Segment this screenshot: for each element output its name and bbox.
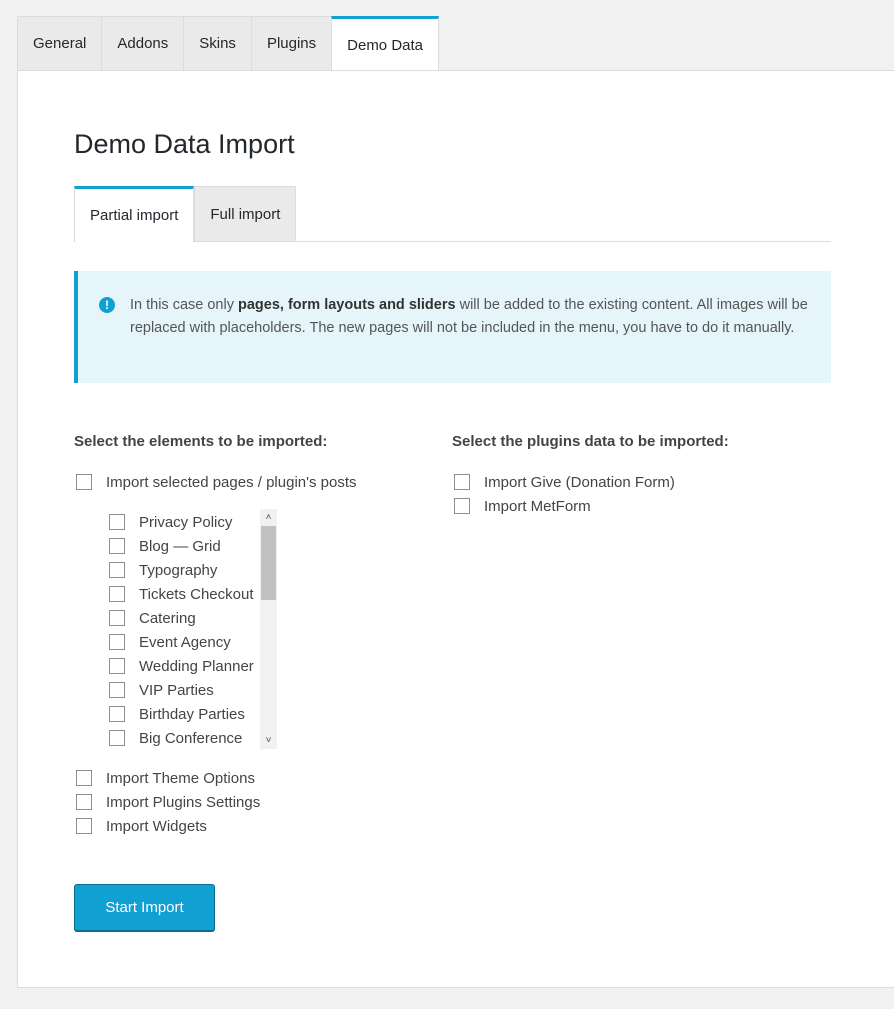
- top-tabs: [17, 16, 439, 71]
- start-import-button[interactable]: Start Import: [74, 884, 215, 931]
- import-type-tabs: [74, 186, 831, 242]
- tab-general[interactable]: General: [17, 16, 101, 71]
- info-notice: [74, 271, 831, 383]
- page-label: Tickets Checkout: [139, 585, 254, 603]
- metform-option[interactable]: [454, 496, 591, 516]
- theme-options-label: Import Theme Options: [106, 769, 255, 787]
- page-title: Demo Data Import: [74, 129, 295, 159]
- page-label: Event Agency: [139, 633, 231, 651]
- widgets-checkbox[interactable]: [76, 818, 92, 834]
- page-item[interactable]: [109, 536, 221, 556]
- page-item[interactable]: [109, 728, 242, 748]
- tab-skins[interactable]: Skins: [183, 16, 251, 71]
- page-item[interactable]: [109, 632, 231, 652]
- page-label: Big Conference: [139, 729, 243, 747]
- page-item[interactable]: [109, 704, 245, 724]
- page-checkbox[interactable]: [109, 682, 125, 698]
- plugins-settings-checkbox[interactable]: [76, 794, 92, 810]
- page-item[interactable]: [109, 584, 254, 604]
- import-pages-checkbox[interactable]: [76, 474, 92, 490]
- tab-partial-import[interactable]: Partial import: [74, 186, 194, 242]
- page-checkbox[interactable]: [109, 634, 125, 650]
- scroll-thumb[interactable]: [261, 526, 276, 600]
- plugins-settings-label: Import Plugins Settings: [106, 793, 261, 811]
- import-pages-option[interactable]: [76, 472, 357, 492]
- elements-section-title: Select the elements to be imported:: [74, 433, 328, 450]
- metform-label: Import MetForm: [484, 497, 591, 515]
- page-label: Typography: [139, 561, 218, 579]
- page-checkbox[interactable]: [109, 610, 125, 626]
- theme-options-checkbox[interactable]: [76, 770, 92, 786]
- info-icon: !: [99, 297, 115, 313]
- plugins-section-title: Select the plugins data to be imported:: [452, 433, 729, 450]
- import-pages-label: Import selected pages / plugin's posts: [106, 473, 357, 491]
- give-label: Import Give (Donation Form): [484, 473, 675, 491]
- page-item[interactable]: [109, 512, 232, 532]
- give-checkbox[interactable]: [454, 474, 470, 490]
- notice-text-suffix: will be added to the existing content. All images will be replaced with placeholders. The new pages will not be included in the menu, you have to do it manually.: [130, 297, 808, 336]
- tab-demo-data[interactable]: Demo Data: [331, 16, 439, 72]
- widgets-option[interactable]: [76, 816, 207, 836]
- page-checkbox[interactable]: [109, 706, 125, 722]
- pages-scrollbar[interactable]: [260, 509, 277, 749]
- page-checkbox[interactable]: [109, 586, 125, 602]
- page-checkbox[interactable]: [109, 730, 125, 746]
- page-label: Privacy Policy: [139, 513, 233, 531]
- page-item[interactable]: [109, 680, 214, 700]
- notice-text-prefix: In this case only: [130, 297, 238, 313]
- page-item[interactable]: [109, 560, 217, 580]
- page-label: Birthday Parties: [139, 705, 245, 723]
- page-checkbox[interactable]: [109, 562, 125, 578]
- give-option[interactable]: [454, 472, 675, 492]
- tab-full-import[interactable]: Full import: [194, 186, 296, 241]
- pages-list[interactable]: [109, 509, 279, 749]
- page-checkbox[interactable]: [109, 538, 125, 554]
- page-label: VIP Parties: [139, 681, 214, 699]
- page-item[interactable]: [109, 656, 254, 676]
- widgets-label: Import Widgets: [106, 817, 207, 835]
- tab-plugins[interactable]: Plugins: [251, 16, 331, 71]
- plugins-settings-option[interactable]: [76, 792, 260, 812]
- tab-addons[interactable]: Addons: [101, 16, 183, 71]
- page-item[interactable]: [109, 608, 196, 628]
- notice-text-bold: pages, form layouts and sliders: [238, 297, 456, 313]
- page-checkbox[interactable]: [109, 658, 125, 674]
- scroll-down-icon[interactable]: ˅: [265, 735, 272, 746]
- page-label: Blog — Grid: [139, 537, 221, 555]
- theme-options-option[interactable]: [76, 768, 255, 788]
- metform-checkbox[interactable]: [454, 498, 470, 514]
- scroll-up-icon[interactable]: ˄: [265, 512, 272, 523]
- page-label: Catering: [139, 609, 196, 627]
- demo-data-panel: [17, 70, 894, 988]
- page-checkbox[interactable]: [109, 514, 125, 530]
- page-label: Wedding Planner: [139, 657, 254, 675]
